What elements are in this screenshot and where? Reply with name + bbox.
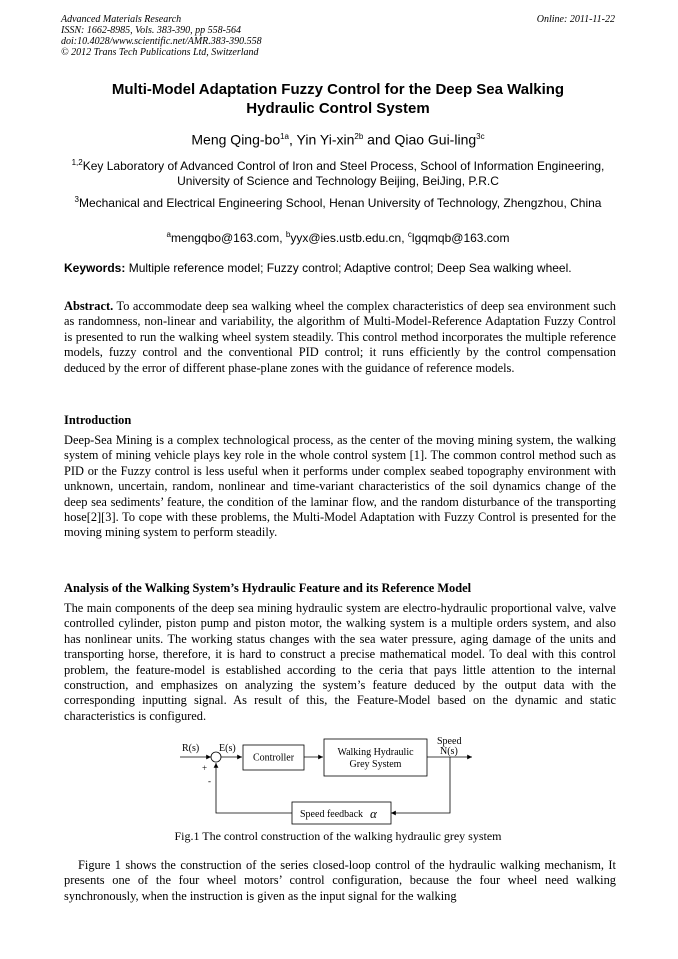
abstract-label: Abstract. bbox=[64, 299, 114, 313]
author-2-sup: 2b bbox=[354, 132, 364, 141]
section-heading-introduction: Introduction bbox=[64, 413, 132, 427]
affiliation-1 bbox=[61, 155, 615, 189]
affiliation-1-text: Key Laboratory of Advanced Control of Iron and Steel Process, School of Information Engineering, University of Science and Technology Beijing, BeiJing, P.R.C bbox=[82, 159, 605, 188]
author-3: Qiao Gui-ling bbox=[394, 131, 477, 148]
email-2-sup: b bbox=[285, 230, 291, 239]
keywords-text: Multiple reference model; Fuzzy control; Adaptive control; Deep Sea walking wheel. bbox=[128, 261, 572, 275]
plant-label-line-1: Walking Hydraulic bbox=[337, 747, 414, 758]
controller-label: Controller bbox=[252, 752, 295, 764]
author-2: Yin Yi-xin bbox=[296, 131, 355, 148]
introduction-text: Deep-Sea Mining is a complex technological process, as the center of the moving mining system, the walking system of mining vehicle plays key role in the whole control system [1]. The common control method such as PID or the Fuzzy control is less useful when it performs under complex seabed topography environment with unknown, uncertain, random, nonlinear and time-variant characteristics of the soil dynamics change of the deep sea sediments’ feature, the condition of the laminar flow, and the random disturbance of the transporting hose[2][3]. To cope with these problems, the Multi-Model Adaptation with Fuzzy Control is presented for the moving mining system to perform steadily. bbox=[64, 433, 616, 540]
plant-label-line-2: Grey System bbox=[349, 759, 402, 770]
author-1-sup: 1a bbox=[280, 132, 290, 141]
body-after-figure: Figure 1 shows the construction of the series closed-loop control of the hydraulic walking mechanism, It presents one of the four wheel motors’ control configuration, because the four wheel need walking synchronously, when the instruction is given as the input signal for the walking bbox=[64, 858, 616, 903]
email-3: lgqmqb@163.com bbox=[411, 231, 510, 245]
abstract bbox=[64, 299, 616, 376]
author-list: Meng Qing-$bo^{1a}$, Yin Yi-xin$^{2b}$ and Qiao Gui-ling$^{3c}$ bbox=[191, 131, 485, 148]
email-1-sup: a bbox=[166, 230, 171, 239]
journal-name: Advanced Materials Research bbox=[61, 14, 182, 25]
minus-sign: - bbox=[208, 776, 211, 786]
input-label: R(s) bbox=[182, 743, 200, 754]
email-3-sup: c bbox=[407, 230, 412, 239]
email-2: yyx@ies.ustb.edu.cn bbox=[290, 231, 402, 245]
figure-1-caption: Fig.1 The control construction of the walking hydraulic grey system bbox=[174, 829, 502, 843]
analysis-text: The main components of the deep sea mining hydraulic system are electro-hydraulic proportional valve, valve controlled cylinder, piston pump and piston motor, the walking system is a multiple orders system, and also has nonlinear units. The working status changes with the sea water pressure, aging damage of the units and transporting horse, therefore, it is hard to construct a precise mathematical model. To deal with this control problem, the feature-model is established according to the ceria that pays little attention to the internal construction, and emphasizes on analyzing the system’s feature deduced by the output data with the corresponding inputting signal. As result of this, the Feature-Model based on the dynamic and static characteristics is configured. bbox=[64, 601, 616, 723]
journal-issn: ISSN: 1662-8985, Vols. 383-390, pp 558-564 bbox=[61, 25, 241, 36]
section-heading-analysis: Analysis of the Walking System’s Hydraulic Feature and its Reference Model bbox=[64, 581, 472, 595]
author-1: Meng Qing-bo bbox=[191, 131, 281, 148]
affiliation-2-text: Mechanical and Electrical Engineering School, Henan University of Technology, Zhengzhou, China bbox=[78, 196, 602, 210]
output-speed-label: Speed bbox=[437, 736, 462, 747]
feedback-label: Speed feedback bbox=[300, 809, 364, 820]
affiliation-2-sup: 3 bbox=[74, 195, 79, 204]
email-1: mengqbo@163.com bbox=[170, 231, 280, 245]
journal-copyright: © 2012 Trans Tech Publications Ltd, Switzerland bbox=[61, 47, 259, 58]
block-diagram bbox=[64, 734, 616, 834]
title-line-2: Hydraulic Control System bbox=[246, 100, 430, 117]
journal-header bbox=[61, 14, 615, 58]
figure-1 bbox=[64, 734, 616, 834]
feedback-alpha: α bbox=[370, 806, 377, 821]
author-and: and bbox=[363, 131, 395, 148]
plus-sign: + bbox=[202, 763, 208, 773]
author-3-sup: 3c bbox=[476, 132, 485, 141]
affiliation-2 bbox=[61, 192, 615, 211]
journal-doi: doi:10.4028/www.scientific.net/AMR.383-390.558 bbox=[61, 36, 262, 47]
keywords bbox=[64, 261, 615, 276]
email-list: $^a$mengqbo@163.com, $^b$yyx@ies.ustb.edu.cn, $^c$lgqmqb@163.com bbox=[166, 230, 510, 245]
paper-title bbox=[61, 80, 615, 118]
affiliation-1-sup: 1,2 bbox=[71, 158, 83, 167]
output-label: N(s) bbox=[440, 746, 458, 757]
abstract-text: To accommodate deep sea walking wheel the complex characteristics of deep sea environment such as randomness, non-linear and variability, the algorithm of Multi-Model-Reference Adaptation Fuzzy Control is presented to run the walking wheel system steadily. This control method incorporates the multiple reference models, fuzzy control and the conventional PID control; it runs efficiently by the control compensation deduced by the error of different phase-plane zones with the guidance of reference models. bbox=[64, 299, 616, 375]
keywords-label: Keywords: bbox=[64, 261, 126, 275]
online-date: Online: 2011-11-22 bbox=[536, 14, 615, 25]
feedback-path-left bbox=[216, 763, 292, 813]
title-line-1: Multi-Model Adaptation Fuzzy Control for the Deep Sea Walking bbox=[111, 81, 565, 98]
error-label: E(s) bbox=[219, 743, 236, 754]
